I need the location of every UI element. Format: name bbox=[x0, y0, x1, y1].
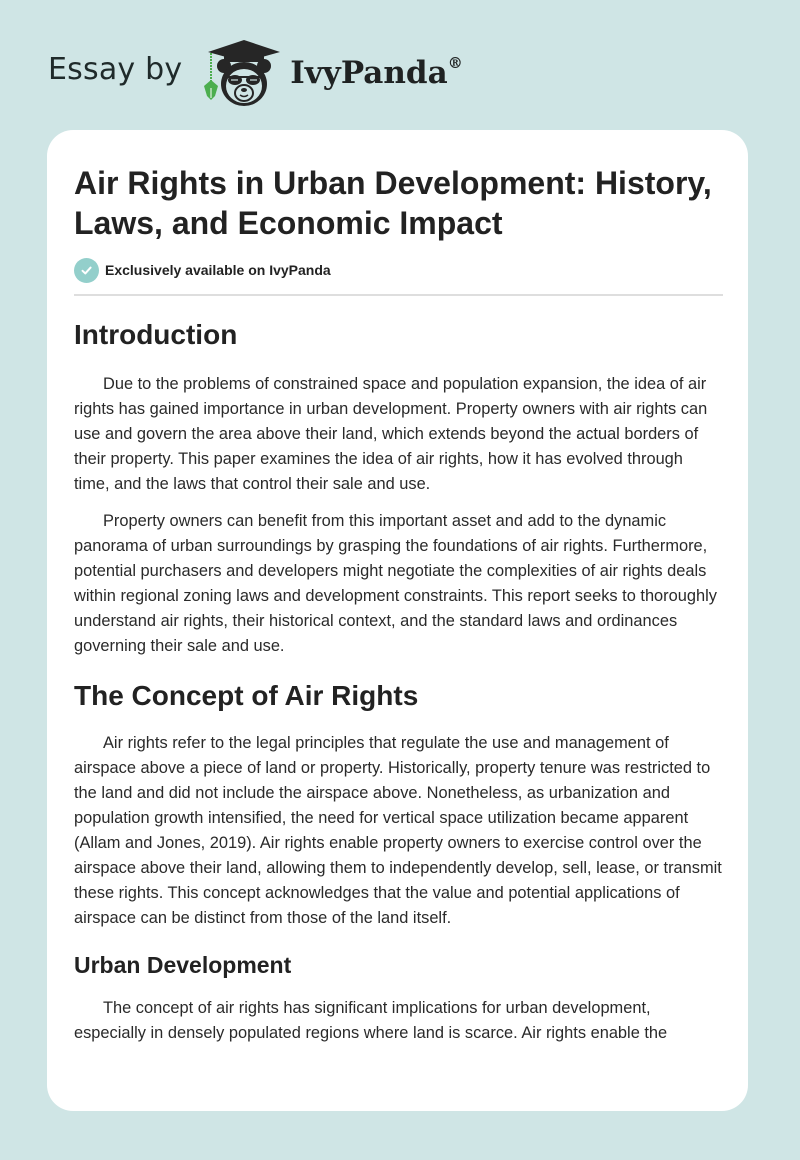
essay-card bbox=[47, 130, 748, 1111]
section-heading: The Concept of Air Rights bbox=[74, 680, 419, 711]
essay-title: Air Rights in Urban Development: History, Laws, and Economic Impact bbox=[74, 165, 712, 241]
section-concept-of-air-rights bbox=[74, 679, 722, 931]
section-introduction bbox=[74, 318, 722, 659]
paragraph: Property owners can benefit from this important asset and add to the dynamic panorama of urban surroundings by grasping the foundations of air rights. Furthermore, potential purchasers and developers might negotiate the complexities of air rights deals within regional zoning laws and development constraints. This report seeks to thoroughly understand air rights, their historical context, and the standard laws and ordinances governing their sale and use. bbox=[74, 512, 717, 655]
panda-graduate-logo-icon[interactable] bbox=[200, 38, 284, 110]
section-heading: Introduction bbox=[74, 319, 238, 350]
registered-mark: ® bbox=[447, 53, 463, 72]
paragraph: Air rights refer to the legal principles that regulate the use and management of airspace above a piece of land or property. Historically, property tenure was restricted to the land and did not include the airspace above. Nonetheless, as urbanization and population growth intensified, the need for vertical space utilization became apparent (Allam and Jones, 2019). Air rights enable property owners to exercise control over the airspace above their land, allowing them to independently develop, sell, lease, or transmit these rights. This concept acknowledges that the value and potential applications of airspace can be distinct from those of the land itself. bbox=[74, 734, 722, 927]
brand-name[interactable]: IvyPanda® bbox=[290, 53, 463, 91]
exclusive-badge-text: Exclusively available on IvyPanda bbox=[105, 262, 331, 278]
paragraph: The concept of air rights has significant implications for urban development, especially in densely populated regions where land is scarce. Air rights enable the bbox=[74, 999, 668, 1042]
title-divider bbox=[74, 294, 723, 296]
paragraph: Due to the problems of constrained space and population expansion, the idea of air rights has gained importance in urban development. Property owners with air rights can use and govern the area above their land, which extends beyond the actual borders of their property. This paper examines the idea of air rights, how it has evolved through time, and the laws that control their sale and use. bbox=[74, 375, 708, 493]
brand-prefix: Essay by bbox=[48, 51, 183, 87]
exclusive-badge bbox=[74, 257, 722, 283]
check-circle-icon bbox=[74, 258, 99, 283]
section-urban-development bbox=[74, 950, 722, 1046]
site-brand-header bbox=[48, 34, 463, 110]
subsection-heading: Urban Development bbox=[74, 952, 292, 978]
